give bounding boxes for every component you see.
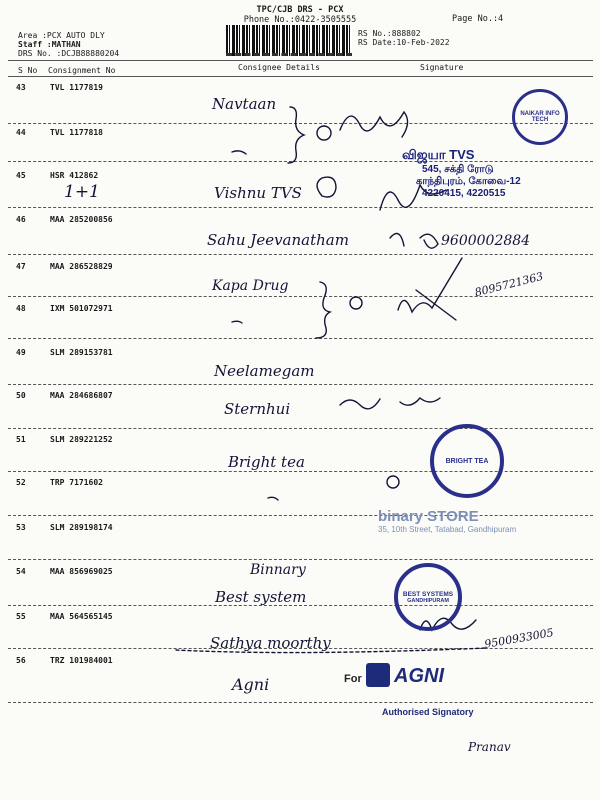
handwritten-agni: Agni bbox=[232, 675, 270, 694]
handwritten-consignee: Best system bbox=[215, 588, 307, 606]
area-label: Area :PCX AUTO DLY bbox=[18, 31, 105, 40]
handwritten-pranav: Pranav bbox=[468, 740, 511, 754]
row-consignment: SLM 289153781 bbox=[50, 348, 113, 357]
naikar-stamp-text: NAIKAR INFO TECH bbox=[520, 111, 560, 123]
authorised-signatory: Authorised Signatory bbox=[382, 707, 474, 717]
agni-brand: AGNI bbox=[394, 665, 444, 687]
row-consignment: TVL 1177818 bbox=[50, 128, 103, 137]
bright-tea-text: BRIGHT TEA bbox=[445, 457, 489, 465]
row-sno: 52 bbox=[16, 478, 26, 487]
handwritten-consignee: Kapa Drug bbox=[212, 278, 289, 294]
row-sno: 50 bbox=[16, 391, 26, 400]
handwritten-consignee: Binnary bbox=[250, 562, 306, 578]
rs-date: RS Date:10-Feb-2022 bbox=[358, 38, 450, 47]
row-sno: 49 bbox=[16, 348, 26, 357]
handwritten-consignee: Vishnu TVS bbox=[214, 184, 302, 202]
row-consignment: MAA 564565145 bbox=[50, 612, 113, 621]
row-consignment: SLM 289221252 bbox=[50, 435, 113, 444]
row-sno: 44 bbox=[16, 128, 26, 137]
binary-store-stamp bbox=[378, 508, 538, 535]
row-sno: 55 bbox=[16, 612, 26, 621]
handwritten-consignee: Navtaan bbox=[212, 95, 277, 113]
row-consignment: TVL 1177819 bbox=[50, 83, 103, 92]
row-consignment: MAA 856969025 bbox=[50, 567, 113, 576]
handwritten-phone: 9500933005 bbox=[483, 626, 555, 651]
row-consignment: MAA 285200856 bbox=[50, 215, 113, 224]
best-systems-city: GANDHIPURAM bbox=[407, 597, 449, 604]
binary-store-address: 35, 10th Street, Tatabad, Gandhipuram bbox=[378, 525, 517, 534]
handwritten-consignee: Sternhui bbox=[224, 400, 291, 418]
handwritten-consignee: Bright tea bbox=[228, 453, 305, 471]
best-systems-stamp bbox=[394, 563, 462, 631]
agni-for: For bbox=[344, 673, 362, 685]
col-consignment: Consignment No bbox=[48, 66, 116, 75]
row-sno: 46 bbox=[16, 215, 26, 224]
row-sno: 54 bbox=[16, 567, 26, 576]
row-sno: 47 bbox=[16, 262, 26, 271]
vijaya-tvs-stamp bbox=[402, 147, 572, 199]
col-signature: Signature bbox=[420, 63, 464, 72]
handwritten-phone: 8095721363 bbox=[473, 269, 545, 300]
vijaya-name: விஜயா TVS bbox=[402, 147, 475, 162]
row-consignment: IXM 501072971 bbox=[50, 304, 113, 313]
phone-number: Phone No.:0422-3505555 bbox=[243, 15, 357, 25]
vijaya-phone: 4220415, 4220515 bbox=[422, 188, 506, 199]
report-title: TPC/CJB DRS - PCX bbox=[256, 5, 344, 15]
agni-logo bbox=[344, 663, 474, 691]
drs-number: DRS No. :DCJB88880204 bbox=[18, 49, 120, 58]
handwritten-phone: 9600002884 bbox=[441, 233, 531, 249]
handwritten-consignee: Sathya moorthy bbox=[210, 634, 331, 652]
page-number: Page No.:4 bbox=[452, 14, 504, 24]
row-sno: 56 bbox=[16, 656, 26, 665]
staff-label: Staff :MATHAN bbox=[18, 40, 81, 49]
handwritten-note: 1+1 bbox=[64, 182, 100, 202]
binary-store-name: binary STORE bbox=[378, 508, 479, 525]
row-sno: 43 bbox=[16, 83, 26, 92]
col-consignee: Consignee Details bbox=[238, 63, 320, 72]
row-sno: 45 bbox=[16, 171, 26, 180]
row-sno: 51 bbox=[16, 435, 26, 444]
row-consignment: TRZ 101984001 bbox=[50, 656, 113, 665]
handwritten-consignee: Sahu Jeevanatham bbox=[207, 231, 349, 249]
row-sno: 53 bbox=[16, 523, 26, 532]
row-consignment: SLM 289198174 bbox=[50, 523, 113, 532]
naikar-stamp bbox=[512, 89, 568, 145]
vijaya-addr1: 545, சக்தி ரோடு bbox=[422, 164, 494, 175]
col-sno: S No bbox=[18, 66, 38, 75]
row-sno: 48 bbox=[16, 304, 26, 313]
agni-emblem-icon bbox=[366, 663, 390, 687]
row-consignment: HSR 412862 bbox=[50, 171, 99, 180]
vijaya-addr2: காந்திபுரம், கோவை-12 bbox=[416, 176, 521, 187]
row-consignment: MAA 286528829 bbox=[50, 262, 113, 271]
rs-number: RS No.:888802 bbox=[358, 29, 421, 38]
best-systems-text: BEST SYSTEMS bbox=[402, 590, 454, 598]
bright-tea-stamp bbox=[430, 424, 504, 498]
handwritten-consignee: Neelamegam bbox=[214, 362, 315, 380]
row-consignment: MAA 284686807 bbox=[50, 391, 113, 400]
row-consignment: TRP 7171602 bbox=[50, 478, 103, 487]
